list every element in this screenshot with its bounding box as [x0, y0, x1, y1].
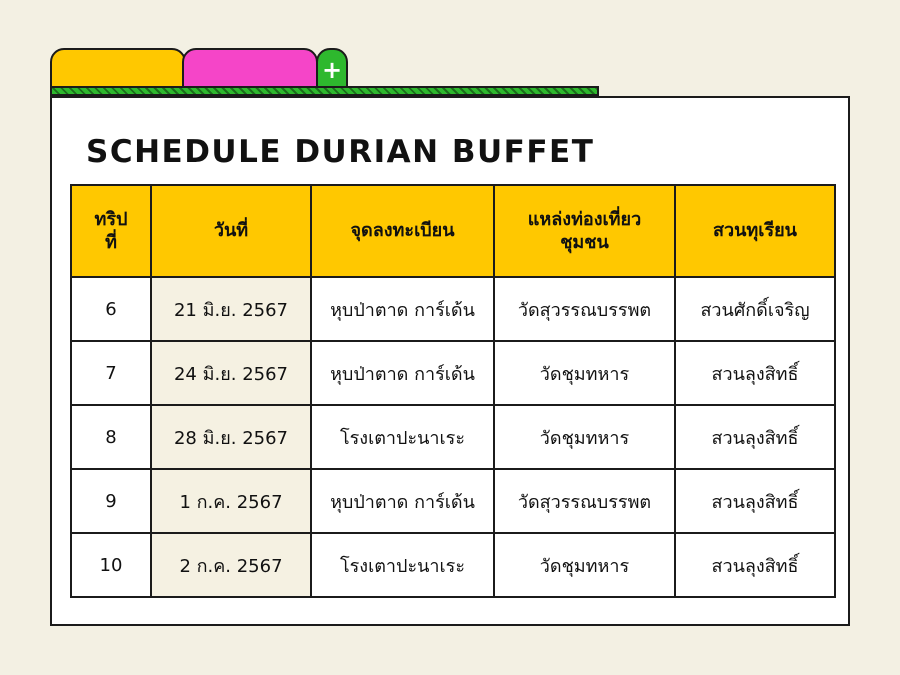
tab-stripe-divider — [50, 86, 599, 96]
cell-trip: 10 — [71, 533, 151, 597]
cell-community-attraction: วัดชุมทหาร — [494, 405, 675, 469]
cell-registration-point: โรงเตาปะนาเระ — [311, 405, 494, 469]
table-row — [71, 341, 835, 405]
cell-durian-orchard: สวนลุงสิทธิ์ — [675, 341, 835, 405]
cell-durian-orchard: สวนลุงสิทธิ์ — [675, 469, 835, 533]
schedule-table — [70, 184, 836, 598]
cell-registration-point: หุบป่าตาด การ์เด้น — [311, 277, 494, 341]
page-title: SCHEDULE DURIAN BUFFET — [86, 134, 595, 170]
header-trip — [71, 185, 151, 277]
cell-community-attraction: วัดชุมทหาร — [494, 341, 675, 405]
table-row — [71, 405, 835, 469]
cell-durian-orchard: สวนลุงสิทธิ์ — [675, 533, 835, 597]
cell-trip: 7 — [71, 341, 151, 405]
cell-registration-point: โรงเตาปะนาเระ — [311, 533, 494, 597]
cell-trip: 9 — [71, 469, 151, 533]
plus-icon: + — [321, 56, 343, 84]
cell-durian-orchard: สวนศักดิ์เจริญ — [675, 277, 835, 341]
cell-date: 24 มิ.ย. 2567 — [151, 341, 311, 405]
header-durian-orchard — [675, 185, 835, 277]
cell-date: 1 ก.ค. 2567 — [151, 469, 311, 533]
cell-community-attraction: วัดชุมทหาร — [494, 533, 675, 597]
cell-registration-point: หุบป่าตาด การ์เด้น — [311, 341, 494, 405]
cell-community-attraction: วัดสุวรรณบรรพต — [494, 469, 675, 533]
cell-registration-point: หุบป่าตาด การ์เด้น — [311, 469, 494, 533]
header-registration-point — [311, 185, 494, 277]
cell-date: 28 มิ.ย. 2567 — [151, 405, 311, 469]
table-row — [71, 469, 835, 533]
header-community-attraction-label: แหล่งท่องเที่ยว ชุมชน — [527, 208, 642, 253]
header-durian-orchard-label: สวนทุเรียน — [713, 220, 797, 242]
cell-trip: 8 — [71, 405, 151, 469]
cell-community-attraction: วัดสุวรรณบรรพต — [494, 277, 675, 341]
schedule-card — [50, 96, 850, 626]
table-row — [71, 533, 835, 597]
header-registration-point-label: จุดลงทะเบียน — [350, 220, 455, 242]
cell-date: 2 ก.ค. 2567 — [151, 533, 311, 597]
header-date-label: วันที่ — [213, 220, 249, 242]
header-trip-label: ทริป ที่ — [94, 208, 128, 253]
header-community-attraction — [494, 185, 675, 277]
cell-date: 21 มิ.ย. 2567 — [151, 277, 311, 341]
cell-durian-orchard: สวนลุงสิทธิ์ — [675, 405, 835, 469]
cell-trip: 6 — [71, 277, 151, 341]
table-header-row — [71, 185, 835, 277]
header-date — [151, 185, 311, 277]
table-row — [71, 277, 835, 341]
